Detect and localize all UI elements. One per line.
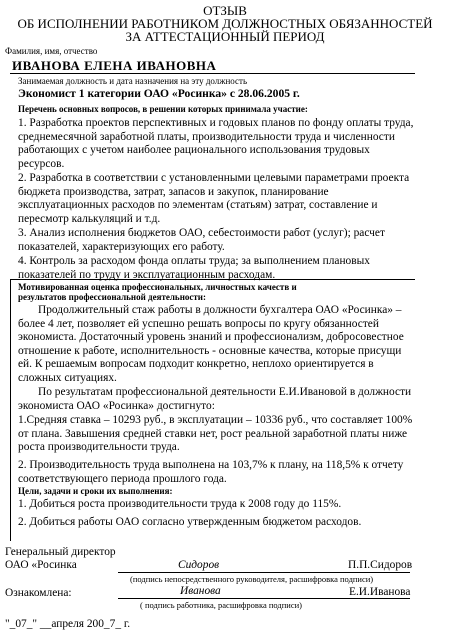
assessment-label-line1: Мотивированная оценка профессиональных, личностных качеств и xyxy=(18,282,297,292)
director-title-line2: ОАО «Росинка xyxy=(5,559,77,571)
assessment-paragraph-1: Продолжительный стаж работы в должности бухгалтера ОАО «Росинка» – более 4 лет, позволяет ей успешно решать вопросы по кругу обязанностей экономиста. Достаточный уровень знаний и профессионализм, добросовестное отношение к работе, исполнительность - основные качества, которые присущи ей. К решаемым вопросам подходит конкретно, неплохо ориентируется в сложных ситуациях. xyxy=(18,304,404,384)
director-name: П.П.Сидоров xyxy=(348,559,413,571)
director-signature: Сидоров xyxy=(178,559,220,571)
signature-line xyxy=(118,572,410,573)
position-label: Занимаемая должность и дата назначения на эту должность xyxy=(18,76,248,86)
duty-item-3: 3. Анализ исполнения бюджетов ОАО, себестоимости работ (услуг); расчет показателей, характеризующих его работу. xyxy=(18,227,385,253)
document-subtitle-line2: ЗА АТТЕСТАЦИОННЫЙ ПЕРИОД xyxy=(125,29,325,44)
assessment-paragraph-2: По результатам профессиональной деятельности Е.И.Ивановой в должности экономиста ОАО «Росинка» достигнуто: xyxy=(18,386,412,412)
signature-line xyxy=(118,598,410,599)
result-item-1: 1.Средняя ставка – 10293 руб., в эксплуатации – 10336 руб., что составляет 100% от плана. Завышения средней ставки нет, рост реальной заработной платы ниже роста производительности труда. xyxy=(18,414,413,454)
document-date: "_07_" __апреля 200_7_ г. xyxy=(5,618,131,630)
goal-item-2: 2. Добиться работы ОАО согласно утвержденным бюджетом расходов. xyxy=(18,516,362,528)
employee-signature: Иванова xyxy=(180,585,221,597)
document-title: ОТЗЫВ xyxy=(203,3,247,18)
divider xyxy=(10,73,415,74)
duty-item-2: 2. Разработка в соответствии с установленными целевыми параметрами проекта бюджета производства, затрат, запасов и закупок, планирование эксплуатационных расходов по элементам (статьям) затрат, составление и пересмотр калькуляций и т.д. xyxy=(18,172,410,225)
director-title-line1: Генеральный директор xyxy=(5,546,116,558)
duty-item-4: 4. Контроль за расходом фонда оплаты труда; за выполнением плановых показателей по труду и эксплуатационным расходам. xyxy=(18,255,370,281)
acquainted-label: Ознакомлена: xyxy=(5,587,72,599)
employee-position: Экономист 1 категории ОАО «Росинка» с 28.06.2005 г. xyxy=(18,87,300,100)
goal-item-1: 1. Добиться роста производительности труда к 2008 году до 115%. xyxy=(18,498,342,510)
employee-signature-name: Е.И.Иванова xyxy=(349,586,411,598)
name-label: Фамилия, имя, отчество xyxy=(5,46,98,56)
document-subtitle-line1: ОБ ИСПОЛНЕНИИ РАБОТНИКОМ ДОЛЖНОСТНЫХ ОБЯЗАННОСТЕЙ xyxy=(17,16,433,31)
duty-item-1: 1. Разработка проектов перспективных и годовых планов по фонду оплаты труда, среднемесячной заработной платы, производительности труда и численности работающих с учетом наиболее рационального использования трудовых ресурсов. xyxy=(18,117,414,170)
duties-label: Перечень основных вопросов, в решении которых принимала участие: xyxy=(18,104,308,114)
employee-name: ИВАНОВА ЕЛЕНА ИВАНОВНА xyxy=(12,58,217,73)
director-signature-caption: (подпись непосредственного руководителя, расшифровка подписи) xyxy=(130,574,374,584)
result-item-2: 2. Производительность труда выполнена на 103,7% к плану, на 118,5% к отчету соответствующего периода прошлого года. xyxy=(18,459,404,485)
assessment-label-line2: результатов профессиональной деятельности: xyxy=(18,292,206,302)
divider xyxy=(10,279,415,280)
goals-label: Цели, задачи и сроки их выполнения: xyxy=(18,486,173,496)
employee-signature-caption: ( подпись работника, расшифровка подписи) xyxy=(140,600,302,610)
left-border xyxy=(10,279,11,541)
